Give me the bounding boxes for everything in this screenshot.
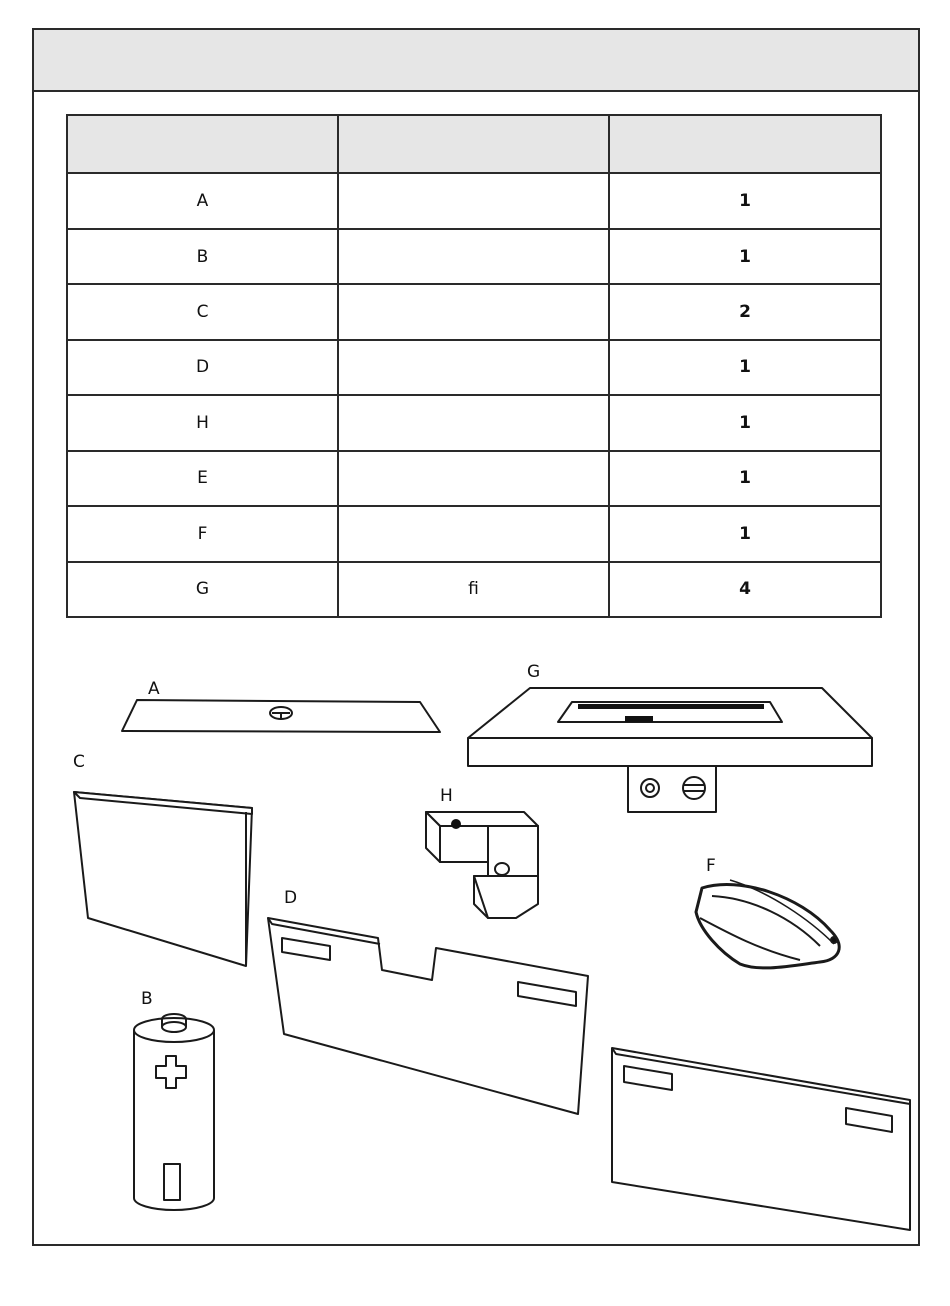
label-b: B — [141, 989, 153, 1009]
part-id: D — [67, 340, 338, 395]
part-qty: 1 — [609, 340, 881, 395]
part-id: G — [67, 562, 338, 617]
part-name: ﬁ — [338, 562, 609, 617]
part-qty: 2 — [609, 284, 881, 339]
part-h-bracket-illustration — [426, 812, 538, 918]
label-d: D — [284, 888, 298, 908]
label-a: A — [148, 679, 160, 699]
part-id: C — [67, 284, 338, 339]
part-qty: 1 — [609, 395, 881, 450]
label-f: F — [706, 856, 716, 876]
part-e-panel-illustration — [612, 1048, 910, 1230]
part-id: A — [67, 173, 338, 228]
part-a-plate-illustration — [122, 700, 440, 732]
part-id: E — [67, 451, 338, 506]
label-g: G — [527, 662, 541, 682]
part-id: B — [67, 229, 338, 284]
part-qty: 1 — [609, 506, 881, 561]
part-b-battery-illustration — [134, 1014, 214, 1210]
part-f-bag-illustration — [696, 880, 839, 968]
part-d-panel-illustration — [268, 918, 588, 1114]
part-g-burner-illustration — [468, 688, 872, 812]
part-id: H — [67, 395, 338, 450]
label-h: H — [440, 786, 453, 806]
part-qty: 1 — [609, 451, 881, 506]
part-qty: 1 — [609, 229, 881, 284]
part-id: F — [67, 506, 338, 561]
label-c: C — [73, 752, 85, 772]
part-c-panel-illustration — [74, 792, 252, 966]
part-qty: 4 — [609, 562, 881, 617]
part-qty: 1 — [609, 173, 881, 228]
